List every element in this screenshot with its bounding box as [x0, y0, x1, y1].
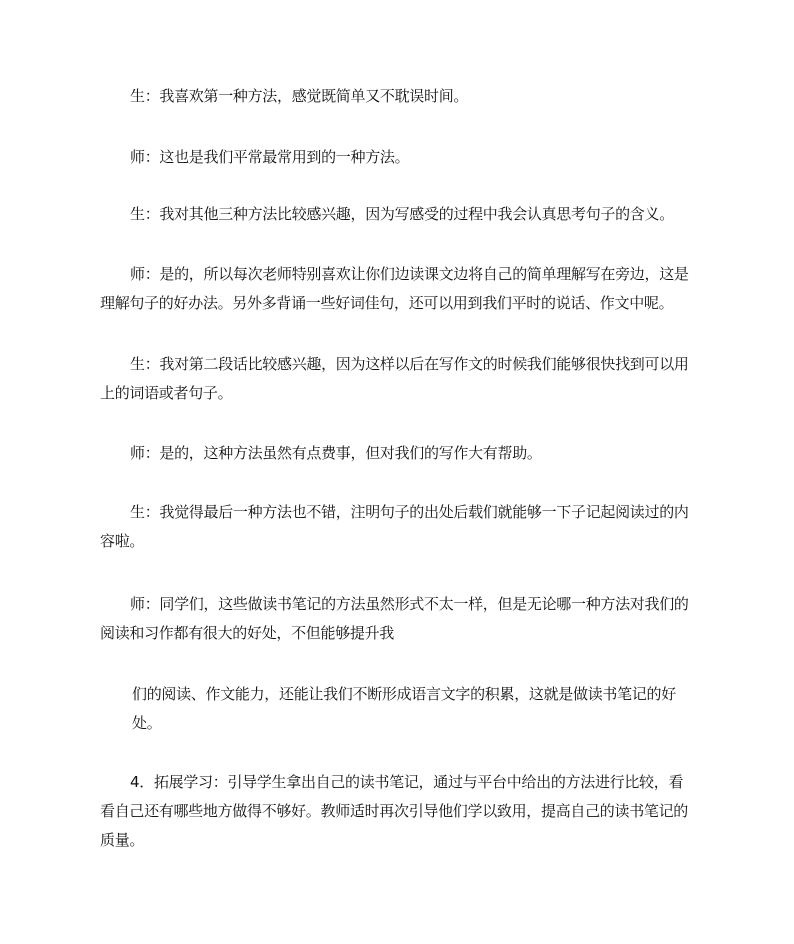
paragraph-teacher-2: 师：是的，所以每次老师特别喜欢让你们边读课文边将自己的简单理解写在旁边，这是理解句子的好办法。另外多背诵一些好词佳句，还可以用到我们平时的说话、作文中呢。	[100, 265, 689, 312]
paragraph-teacher-4: 师：同学们，这些做读书笔记的方法虽然形式不太一样，但是无论哪一种方法对我们的阅读和习作都有很大的好处，不但能够提升我	[100, 595, 689, 642]
paragraph-extension-learning: 4．拓展学习：引导学生拿出自己的读书笔记，通过与平台中给出的方法进行比较，看看自己还有哪些地方做得不够好。教师适时再次引导他们学以致用，提高自己的读书笔记的质量。	[100, 773, 689, 849]
paragraph-teacher-3: 师：是的，这种方法虽然有点费事，但对我们的写作大有帮助。	[130, 444, 542, 462]
paragraph-student-4: 生：我觉得最后一种方法也不错，注明句子的出处后载们就能够一下子记起阅读过的内容啦。	[100, 503, 689, 550]
paragraph-teacher-4-continued: 们的阅读、作文能力，还能让我们不断形成语言文字的积累，这就是做读书笔记的好处。	[132, 685, 676, 732]
paragraph-teacher-1: 师：这也是我们平常最常用到的一种方法。	[130, 148, 410, 166]
paragraph-student-2: 生：我对其他三种方法比较感兴趣，因为写感受的过程中我会认真思考句子的含义。	[130, 205, 674, 223]
paragraph-student-1: 生：我喜欢第一种方法，感觉既简单又不耽误时间。	[130, 87, 469, 105]
paragraph-student-3: 生：我对第二段话比较感兴趣，因为这样以后在写作文的时候我们能够很快找到可以用上的词语或者句子。	[100, 355, 689, 402]
